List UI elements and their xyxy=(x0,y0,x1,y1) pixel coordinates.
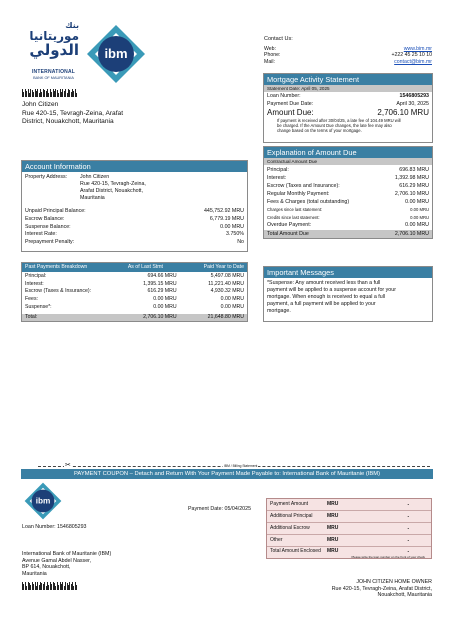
additional-escrow-row: Additional Escrow MRU . xyxy=(267,523,431,535)
payment-amount-box xyxy=(266,498,432,559)
account-row: Suspense Balance: 0.00 MRU xyxy=(25,223,244,230)
loan-number-label: Loan Number: xyxy=(267,92,301,99)
owner-line: Nouakchott, Mauritania xyxy=(377,592,432,599)
overdue-row: Overdue Payment: 0.00 MRU xyxy=(267,221,429,228)
payment-amount-row: Payment Amount MRU . xyxy=(267,499,431,511)
customer-name: John Citizen xyxy=(22,101,59,108)
explanation-row: Escrow (Taxes and Insurance): 616.29 MRU xyxy=(267,182,429,189)
scissors-icon: ✂ xyxy=(65,461,71,469)
barcode-bottom xyxy=(22,582,77,590)
phone-value: +222 45 25 10 10 xyxy=(391,52,432,59)
coupon-loan-number: Loan Number: 1546805293 xyxy=(22,524,87,530)
other-row: Other MRU . xyxy=(267,535,431,547)
explanation-small-row: Credits since last statement: 0.00 MRU xyxy=(267,214,429,220)
arabic-bank-name xyxy=(24,22,79,59)
barcode-top xyxy=(22,89,77,97)
customer-address-line1: Rue 420-15, Tevragh-Zeina, Arafat xyxy=(22,109,124,117)
phone-label: Phone: xyxy=(264,52,281,59)
account-row: Escrow Balance: 6,779.19 MRU xyxy=(25,215,244,222)
explanation-title: Explanation of Amount Due xyxy=(264,147,432,158)
account-info-title: Account Information xyxy=(22,161,247,172)
bank-logo xyxy=(22,22,157,86)
late-fee-note-line2: be charged. If the Amount Due changes, the late fee may also xyxy=(277,123,392,129)
additional-escrow-input[interactable]: . xyxy=(407,524,409,531)
account-info-panel xyxy=(21,160,248,252)
mail-label: Mail: xyxy=(264,58,275,65)
account-row: Prepayment Penalty: No xyxy=(25,239,244,246)
amount-due-label: Amount Due: xyxy=(267,108,314,118)
table-row: Suspense*: 0.00 MRU 0.00 MRU xyxy=(25,303,245,310)
coupon-payment-date: Payment Date: 05/04/2025 xyxy=(188,506,252,512)
customer-address xyxy=(22,101,222,127)
message-line: *Suspense: Any amount received less than a full xyxy=(267,280,381,287)
late-fee-note-line3: change based on the terms of your mortgage. xyxy=(277,128,362,134)
other-amount-input[interactable]: . xyxy=(407,536,409,543)
property-address: John Citizen Rue 420-15, Tevragh-Zeina, Arafat District, Nouakchott, Mauritania xyxy=(80,174,146,201)
property-address-label: Property Address: xyxy=(25,174,68,181)
total-amount-due-row: Total Amount Due 2,706.10 MRU xyxy=(264,230,432,238)
ibm-small-logo-text: ibm xyxy=(35,496,51,506)
message-line: payment, a full payment will be applied to your xyxy=(267,300,376,307)
web-label: Web: xyxy=(264,45,277,52)
mail-link[interactable]: contact@bim.mr xyxy=(394,58,432,65)
important-messages-panel xyxy=(263,266,433,322)
mortgage-statement-panel xyxy=(263,73,433,143)
contact-block xyxy=(264,36,432,65)
explanation-row: Regular Monthly Payment: 2,706.10 MRU xyxy=(267,190,429,197)
due-date-label: Payment Due Date: xyxy=(267,100,314,107)
mortgage-statement-title: Mortgage Activity Statement xyxy=(264,74,432,85)
remittance-address xyxy=(22,551,111,577)
owner-line: Rue 420-15, Tevragh-Zeina, Arafat District, xyxy=(331,585,432,592)
detach-note: IBM / Billing Statement xyxy=(224,463,258,468)
explanation-row: Fees & Charges (total outstanding) 0.00 MRU xyxy=(267,198,429,205)
total-enclosed-row: Total Amount Enclosed MRU . xyxy=(267,547,431,556)
late-fee-note-line1: If payment is received after 30/04/25, a late fee of 104.49 MRU will xyxy=(277,118,401,124)
remit-line: Mauritania xyxy=(22,570,47,577)
contractual-amount-label: Contractual Amount Due xyxy=(264,158,432,165)
amount-due-value: 2,706.10 MRU xyxy=(377,108,429,118)
payment-amount-input[interactable]: . xyxy=(407,500,409,507)
additional-principal-input[interactable]: . xyxy=(407,512,409,519)
message-line: mortgage. xyxy=(267,307,291,314)
customer-address-line2: District, Nouakchott, Mauritania xyxy=(22,118,114,126)
message-line: mortgage. When enough is received to equal a full xyxy=(267,294,386,300)
past-payments-total-row: Total: 2,706.10 MRU 21,648.80 MRU xyxy=(22,314,247,322)
web-link[interactable]: www.bim.mr xyxy=(403,45,432,52)
past-payments-table xyxy=(21,262,248,322)
explanation-small-row: Charges since last statement: 0.00 MRU xyxy=(267,207,429,213)
bank-name-line1: INTERNATIONAL xyxy=(31,69,76,75)
coupon-banner-text: PAYMENT COUPON – Detach and Return With Your Payment Made Payable to: International Bank of Mauritanie (IBM) xyxy=(73,471,381,477)
remit-line: Avenue Gamal Abdel Nasser, xyxy=(22,557,92,564)
pay-note: Please write the loan number on the front of your check xyxy=(351,555,425,559)
owner-line: JOHN CITIZEN HOME OWNER xyxy=(356,579,432,585)
arabic-name-line3: الدولي xyxy=(29,40,79,59)
total-enclosed-input[interactable]: . xyxy=(407,547,409,554)
remit-name: International Bank of Mauritanie (IBM) xyxy=(22,551,112,557)
ibm-logo-icon xyxy=(86,24,146,84)
arabic-name-line1: بنك xyxy=(65,21,79,30)
additional-principal-row: Additional Principal MRU . xyxy=(267,511,431,523)
contact-title: Contact Us: xyxy=(264,36,293,42)
table-row: Escrow (Taxes & Insurance): 616.29 MRU 4,930.32 MRU xyxy=(25,288,245,295)
table-row: Interest: 1,395.15 MRU 11,221.40 MRU xyxy=(25,280,245,287)
explanation-panel xyxy=(263,146,433,239)
message-line: payment will be applied to a suspense account for your xyxy=(267,287,396,294)
explanation-row: Interest: 1,392.98 MRU xyxy=(267,174,429,181)
bank-english-name xyxy=(26,70,81,80)
bank-name-line2: BANK OF MAURITANIA xyxy=(33,75,74,80)
past-payments-header: Past Payments Breakdown As of Last Stmt Paid Year to Date xyxy=(22,263,247,272)
table-row: Principal: 694.66 MRU 5,497.08 MRU xyxy=(25,272,245,279)
due-date-value: April 30, 2025 xyxy=(396,100,429,107)
account-row: Unpaid Principal Balance: 445,752.92 MRU xyxy=(25,207,244,214)
ibm-logo-small-icon xyxy=(24,482,62,520)
coupon-banner xyxy=(21,469,433,479)
remit-line: BP 614, Nouakchott, xyxy=(22,564,71,571)
table-row: Fees: 0.00 MRU 0.00 MRU xyxy=(25,296,245,303)
ibm-logo-text: ibm xyxy=(104,46,128,61)
statement-date: Statement Date: April 05, 2025 xyxy=(264,85,432,92)
loan-number-value: 1546805293 xyxy=(399,92,429,99)
arabic-name-line2: موريتانيا xyxy=(29,29,79,44)
important-messages-title: Important Messages xyxy=(264,267,432,278)
account-row: Interest Rate: 3.750% xyxy=(25,231,244,238)
homeowner-address xyxy=(260,579,432,599)
explanation-row: Principal: 696.83 MRU xyxy=(267,166,429,173)
